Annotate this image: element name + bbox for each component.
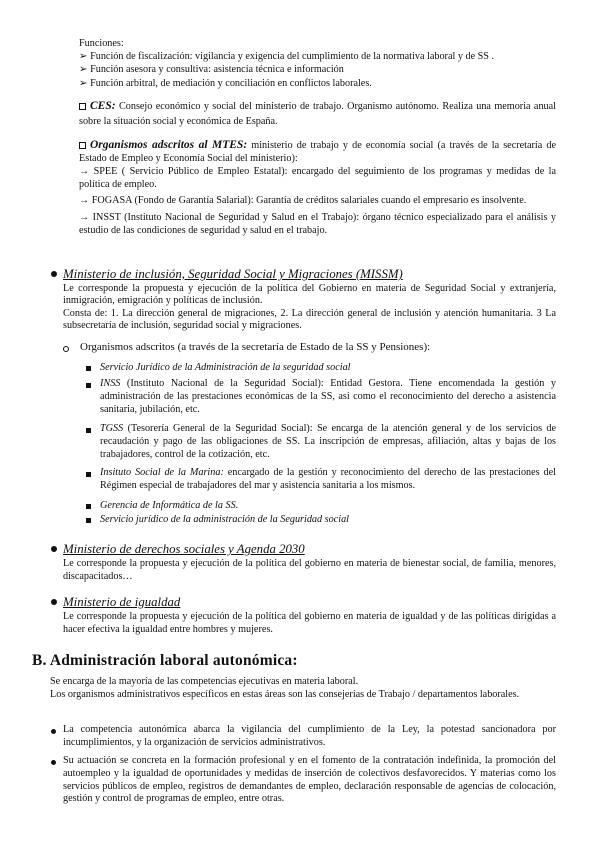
org-name: INSS	[100, 378, 121, 389]
funciones-item: ➢ Función de fiscalización: vigilancia y exigencia del cumplimiento de la normativa laboral y de SS .	[79, 51, 495, 63]
missm-p2: Consta de: 1. La dirección general de migraciones, 2. La dirección general de inclusión y atención humanitaria. 3 La subsecretaría de inclusión, seguridad social y migraciones.	[63, 307, 556, 332]
derechos-title: Ministerio de derechos sociales y Agenda 2030	[63, 542, 305, 556]
bullet-square-icon	[86, 472, 91, 477]
org-desc: encargado de la gestión y reconocimiento del derecho de las prestaciones del Régimen especial de trabajadores del mar y asistencia sanitaria a los mismos.	[100, 467, 557, 491]
bullet-dot-icon	[51, 546, 57, 552]
igualdad-title: Ministerio de igualdad	[63, 595, 181, 609]
org-item	[100, 361, 556, 374]
bullet-dot-icon	[51, 729, 56, 734]
mtes-item: → INSST (Instituto Nacional de Seguridad y Salud en el Trabajo): órgano técnico especializado para el análisis y estudio de las condiciones de seguridad y salud en el trabajo.	[79, 211, 556, 236]
mtes-block	[79, 139, 556, 237]
missm-body	[63, 283, 556, 333]
igualdad-text: Le corresponde la propuesta y ejecución de la política del gobierno en materia de igualdad y de las políticas dirigidas a hacer efectiva la igualdad entre hombres y mujeres.	[63, 611, 556, 635]
mtes-item: → FOGASA (Fondo de Garantía Salarial): Garantía de créditos salariales cuando el empresario es insolvente.	[79, 195, 527, 207]
bullet-dot-icon	[51, 271, 57, 277]
section-b-p1: Se encarga de la mayoría de las competencias ejecutivas en materia laboral.	[50, 676, 359, 687]
funciones-item: ➢ Función arbitral, de mediación y conciliación en conflictos laborales.	[79, 77, 372, 89]
ces-block	[79, 99, 556, 129]
funciones-block	[79, 37, 549, 90]
funciones-title: Funciones:	[79, 38, 124, 49]
derechos-text: Le corresponde la propuesta y ejecución de la política del gobierno en materia de bienestar social, de familia, menores, discapacitados…	[63, 558, 556, 582]
org-item	[100, 378, 556, 416]
section-b-bullet: Su actuación se concreta en la formación profesional y en el fomento de la contratación indefinida, la promoción del autoempleo y la igualdad de oportunidades y medidas de inserción de colectivos desfavorecidos. Y materias como los servicios públicos de empleo, registros de demandantes de empleo, declaración responsable de agencias de colocación, gestión y control de programas de empleo, entre otras.	[63, 755, 556, 805]
mtes-item: → SPEE ( Servicio Público de Empleo Estatal): encargado del seguimiento de los programas y medidas de la política de empleo.	[79, 166, 556, 190]
bullet-dot-icon	[51, 760, 56, 765]
bullet-square-icon	[86, 518, 91, 523]
missm-p1: Le corresponde la propuesta y ejecución de la política del Gobierno en materia de Seguridad Social y extranjería, inmigración, emigración y políticas de inclusión.	[63, 283, 556, 307]
missm-title: Ministerio de inclusión, Seguridad Social y Migraciones (MISSM)	[63, 267, 403, 281]
checkbox-bullet-icon	[79, 103, 86, 110]
bullet-dot-icon	[51, 599, 57, 605]
missm-adscritos: Organismos adscritos (a través de la secretaría de Estado de la SS y Pensiones):	[80, 341, 431, 353]
mtes-label: Organismos adscritos al MTES:	[90, 139, 248, 151]
org-item	[100, 467, 556, 493]
org-name: TGSS	[100, 423, 124, 434]
org-desc: (Tesorería General de la Seguridad Social): Se encarga de la atención general y de los servicios de recaudación y pago de las obligaciones de SS. La inscripción de empresas, afiliación, altas y bajas de los trabajadores, control de la cotización, etc.	[100, 423, 556, 460]
mtes-intro: ministerio de trabajo y de economía social (a través de la secretaría de Estado de Empleo y Economía Social del ministerio):	[79, 140, 556, 164]
bullet-square-icon	[86, 428, 91, 433]
ces-text: Consejo económico y social del ministerio de trabajo. Organismo autónomo. Realiza una memoria anual sobre la situación social y económica de España.	[79, 101, 556, 127]
section-b-body	[50, 676, 556, 701]
ces-label: CES:	[90, 100, 116, 112]
org-name: Servicio Jurídico de la Administración de la seguridad social	[100, 362, 351, 373]
bullet-square-icon	[86, 504, 91, 509]
org-name: Servicio jurídico de la administración de la Seguridad social	[100, 514, 349, 525]
org-name: Gerencia de Informática de la SS.	[100, 500, 239, 511]
org-desc: (Instituto Nacional de la Seguridad Social): Entidad Gestora. Tiene encomendada la gestión y administración de las prestaciones económicas de la SS, así como el reconocimiento del derecho a asistencia sanitaria, jubilación, etc.	[100, 378, 556, 415]
section-b-bullet: La competencia autonómica abarca la vigilancia del cumplimiento de la Ley, la potestad sancionadora por incumplimientos, y la organización de servicios administrativos.	[63, 724, 556, 748]
section-b-p2: Los organismos administrativos específicos en estas áreas son las consejerías de Trabajo / departamentos laborales.	[50, 688, 520, 700]
bullet-square-icon	[86, 383, 91, 388]
section-b-heading: B. Administración laboral autonómica:	[32, 652, 298, 669]
bullet-circle-icon	[63, 346, 69, 352]
org-item	[100, 423, 556, 461]
org-name: Insituto Social de la Marina:	[100, 467, 224, 478]
checkbox-bullet-icon	[79, 142, 86, 149]
bullet-square-icon	[86, 366, 91, 371]
funciones-item: ➢ Función asesora y consultiva: asistencia técnica e información	[79, 64, 344, 76]
